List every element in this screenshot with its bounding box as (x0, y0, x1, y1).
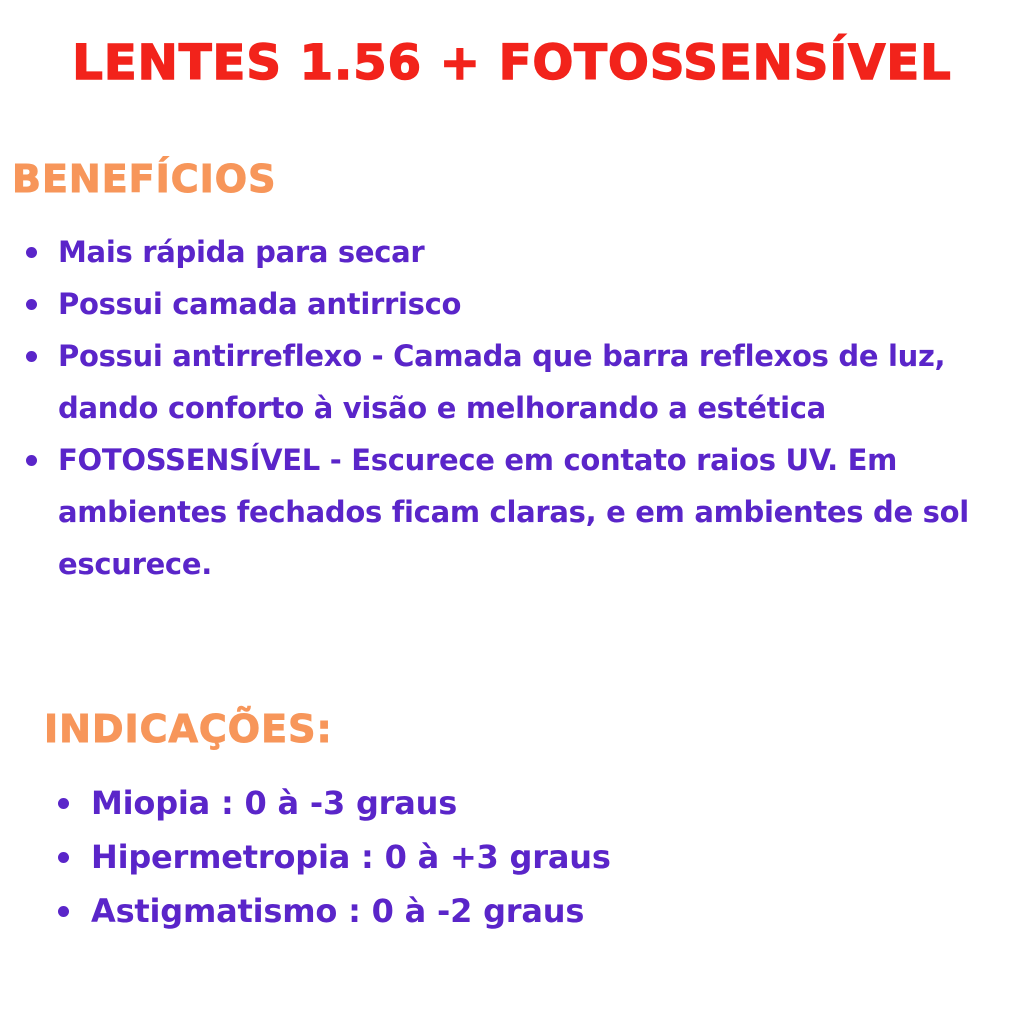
bullet-icon (58, 852, 69, 863)
bullet-icon (26, 351, 37, 362)
indications-heading: INDICAÇÕES: (44, 707, 333, 751)
bullet-icon (26, 299, 37, 310)
list-item (91, 884, 991, 938)
bullet-icon (26, 455, 37, 466)
list-item (58, 434, 1018, 590)
benefit-text: FOTOSSENSÍVEL - Escurece em contato raios UV. Em ambientes fechados ficam claras, e em ambientes de sol escurece. (58, 443, 969, 581)
list-item (91, 830, 991, 884)
bullet-icon (58, 906, 69, 917)
list-item (91, 776, 991, 830)
list-item (58, 330, 1018, 434)
benefit-text: Mais rápida para secar (58, 235, 425, 269)
indication-text: Hipermetropia : 0 à +3 graus (91, 838, 611, 876)
bullet-icon (26, 247, 37, 258)
benefits-heading: BENEFÍCIOS (12, 157, 277, 201)
benefit-text: Possui camada antirrisco (58, 287, 462, 321)
list-item (58, 226, 1018, 278)
indications-list (91, 776, 991, 938)
list-item (58, 278, 1018, 330)
benefits-list (58, 226, 1018, 590)
bullet-icon (58, 798, 69, 809)
indication-text: Miopia : 0 à -3 graus (91, 784, 458, 822)
benefit-text: Possui antirreflexo - Camada que barra reflexos de luz, dando conforto à visão e melhorando a estética (58, 339, 946, 425)
indication-text: Astigmatismo : 0 à -2 graus (91, 892, 585, 930)
page-title: LENTES 1.56 + FOTOSSENSÍVEL (72, 35, 952, 91)
